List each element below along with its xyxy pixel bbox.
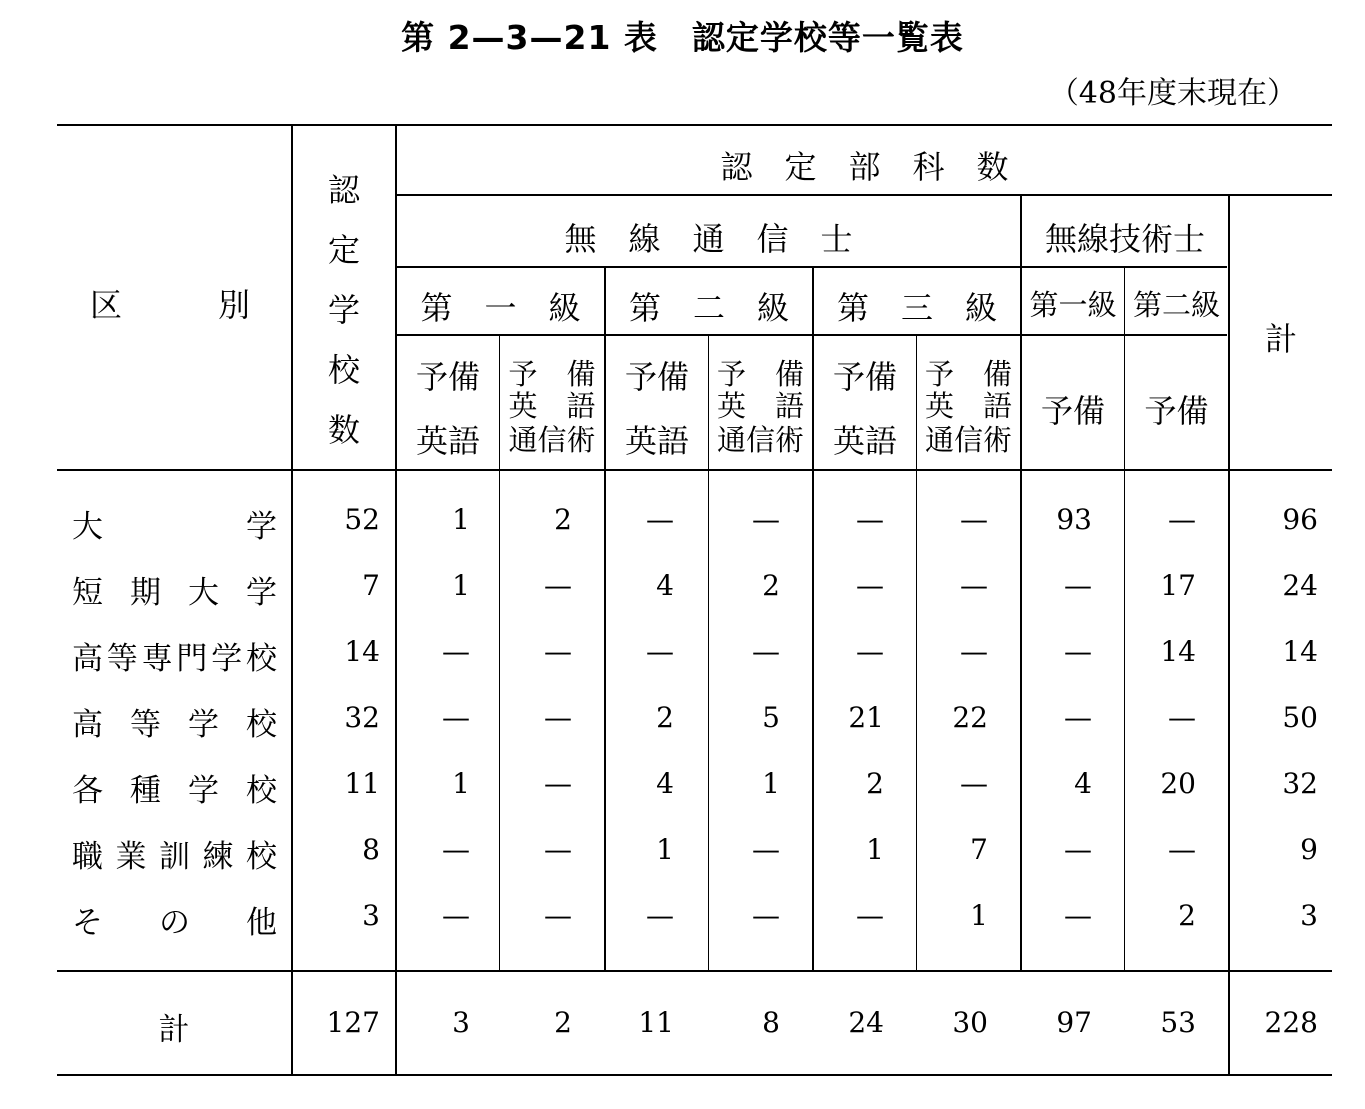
table-row-cell: — (752, 503, 780, 536)
category-header: 区 別 (90, 286, 251, 324)
table-row-cell: — (752, 635, 780, 668)
table-row-cell: 5 (762, 701, 780, 734)
table-row-cell: 4 (656, 767, 674, 800)
table-row-cell: 1 (656, 833, 674, 866)
sub-prep-label: 予備 (624, 358, 689, 396)
table-row-cell: 1 (866, 833, 884, 866)
table-row-cell: — (442, 635, 470, 668)
table-row-cell: — (544, 569, 572, 602)
table-row-cell: 2 (1178, 899, 1196, 932)
total-row-cell: 3 (452, 1006, 470, 1039)
sub-prep2-label: 予 備 (716, 357, 804, 391)
table-row-cell: 3 (362, 899, 380, 932)
total-row-cell: 97 (1056, 1006, 1092, 1039)
table-row-cell: — (646, 899, 674, 932)
table-row-label: 職 業 訓 練 校 (72, 839, 277, 875)
table-row-label: 各 種 学 校 (72, 773, 277, 809)
vline-category (291, 126, 293, 469)
table-row-cell: — (752, 833, 780, 866)
eng-second-header: 第二級 (1132, 288, 1220, 322)
schools-header: 認定学校数 (328, 171, 361, 449)
table-row-cell: 24 (1282, 569, 1318, 602)
table-row-cell: — (1064, 635, 1092, 668)
eng-first-header: 第一級 (1029, 288, 1117, 322)
sub-prep2-label: 予 備 (508, 357, 596, 391)
table-row-cell: — (856, 503, 884, 536)
table-row-cell: — (1168, 701, 1196, 734)
table-row-cell: — (960, 569, 988, 602)
table-row-cell: 21 (848, 701, 884, 734)
header-bottom-rule (57, 469, 1332, 471)
first-class-header: 第 一 級 (420, 289, 581, 327)
table-row-cell: 20 (1160, 767, 1196, 800)
sub-english2-label: 英 語 (924, 389, 1012, 423)
table-row-cell: 1 (762, 767, 780, 800)
table-row-cell: 1 (452, 503, 470, 536)
table-row-cell: — (1168, 833, 1196, 866)
total-row-cell: 127 (326, 1006, 380, 1039)
table-row-label: 大 学 (72, 509, 277, 545)
total-row-cell: 228 (1264, 1006, 1318, 1039)
table-row-cell: 14 (1282, 635, 1318, 668)
table-row-cell: 4 (1074, 767, 1092, 800)
table-row-cell: — (960, 767, 988, 800)
table-row-cell: 2 (656, 701, 674, 734)
table-row-cell: — (544, 899, 572, 932)
total-row-cell: 2 (554, 1006, 572, 1039)
table-row-cell: 2 (762, 569, 780, 602)
table-row-cell: 7 (970, 833, 988, 866)
sub-english2-label: 英 語 (508, 389, 596, 423)
table-row-cell: 93 (1056, 503, 1092, 536)
table-row-cell: — (1064, 833, 1092, 866)
sub-eng-prep-label: 予備 (1040, 392, 1105, 430)
sub-prep2-label: 予 備 (924, 357, 1012, 391)
table-row-cell: — (1064, 569, 1092, 602)
sub-english2-label: 英 語 (716, 389, 804, 423)
table-row-cell: 32 (1282, 767, 1318, 800)
table-bottom-rule (57, 1074, 1332, 1076)
table-row-cell: 96 (1282, 503, 1318, 536)
table-row-cell: — (646, 503, 674, 536)
radio-engineer-header: 無線技術士 (1044, 220, 1205, 258)
table-row-label: 短 期 大 学 (72, 575, 277, 611)
table-row-cell: 17 (1160, 569, 1196, 602)
table-row-cell: — (1064, 899, 1092, 932)
total-row-cell: 8 (762, 1006, 780, 1039)
header-rule-1 (397, 194, 1332, 196)
total-row-cell: 24 (848, 1006, 884, 1039)
table-row-cell: — (442, 833, 470, 866)
table-row-cell: 32 (344, 701, 380, 734)
table-row-cell: 52 (344, 503, 380, 536)
table-row-cell: 4 (656, 569, 674, 602)
total-row-cell: 30 (952, 1006, 988, 1039)
table-title: 第 2—3—21 表 認定学校等一覧表 (401, 18, 964, 57)
table-row-cell: 14 (1160, 635, 1196, 668)
table-row-cell: — (1064, 701, 1092, 734)
total-row-cell: 11 (638, 1006, 674, 1039)
table-row-cell: 1 (452, 767, 470, 800)
table-row-cell: 8 (362, 833, 380, 866)
table-row-cell: 14 (344, 635, 380, 668)
table-row-cell: — (1168, 503, 1196, 536)
table-row-label: 高等専門学校 (72, 641, 277, 677)
sub-english-label: 英語 (624, 422, 689, 460)
top-rule (57, 124, 1332, 126)
table-row-cell: 7 (362, 569, 380, 602)
sub-comm-label: 通信術 (508, 423, 596, 457)
third-class-header: 第 三 級 (836, 289, 997, 327)
sub-english-label: 英語 (415, 422, 480, 460)
table-row-cell: 9 (1300, 833, 1318, 866)
table-row-cell: — (960, 635, 988, 668)
total-row-label: 計 (158, 1012, 190, 1048)
sub-comm-label: 通信術 (924, 423, 1012, 457)
table-row-cell: — (646, 635, 674, 668)
table-row-cell: — (544, 767, 572, 800)
table-row-cell: — (544, 701, 572, 734)
table-row-cell: 2 (866, 767, 884, 800)
as-of-note: （48年度末現在） (1048, 76, 1297, 111)
table-row-label: そ の 他 (72, 905, 277, 941)
table-row-cell: 2 (554, 503, 572, 536)
table-row-cell: 1 (452, 569, 470, 602)
table-row-cell: — (856, 635, 884, 668)
table-row-cell: 1 (970, 899, 988, 932)
table-row-cell: 3 (1300, 899, 1318, 932)
radio-operator-header: 無 線 通 信 士 (564, 220, 853, 258)
departments-header: 認 定 部 科 数 (720, 148, 1009, 186)
table-row-cell: — (752, 899, 780, 932)
table-row-cell: — (442, 701, 470, 734)
total-header: 計 (1264, 320, 1297, 358)
total-row-cell: 53 (1160, 1006, 1196, 1039)
table-row-label: 高 等 学 校 (72, 707, 277, 743)
table-row-cell: 22 (952, 701, 988, 734)
table-row-cell: 11 (344, 767, 380, 800)
sub-eng-prep-label: 予備 (1144, 392, 1209, 430)
body-bottom-rule (57, 970, 1332, 972)
table-row-cell: — (442, 899, 470, 932)
table-row-cell: — (544, 833, 572, 866)
table-row-cell: — (856, 569, 884, 602)
table-row-cell: 50 (1282, 701, 1318, 734)
table-row-cell: — (544, 635, 572, 668)
sub-prep-label: 予備 (832, 358, 897, 396)
table-row-cell: — (856, 899, 884, 932)
sub-comm-label: 通信術 (716, 423, 804, 457)
sub-prep-label: 予備 (415, 358, 480, 396)
second-class-header: 第 二 級 (628, 289, 789, 327)
sub-english-label: 英語 (832, 422, 897, 460)
table-row-cell: — (960, 503, 988, 536)
